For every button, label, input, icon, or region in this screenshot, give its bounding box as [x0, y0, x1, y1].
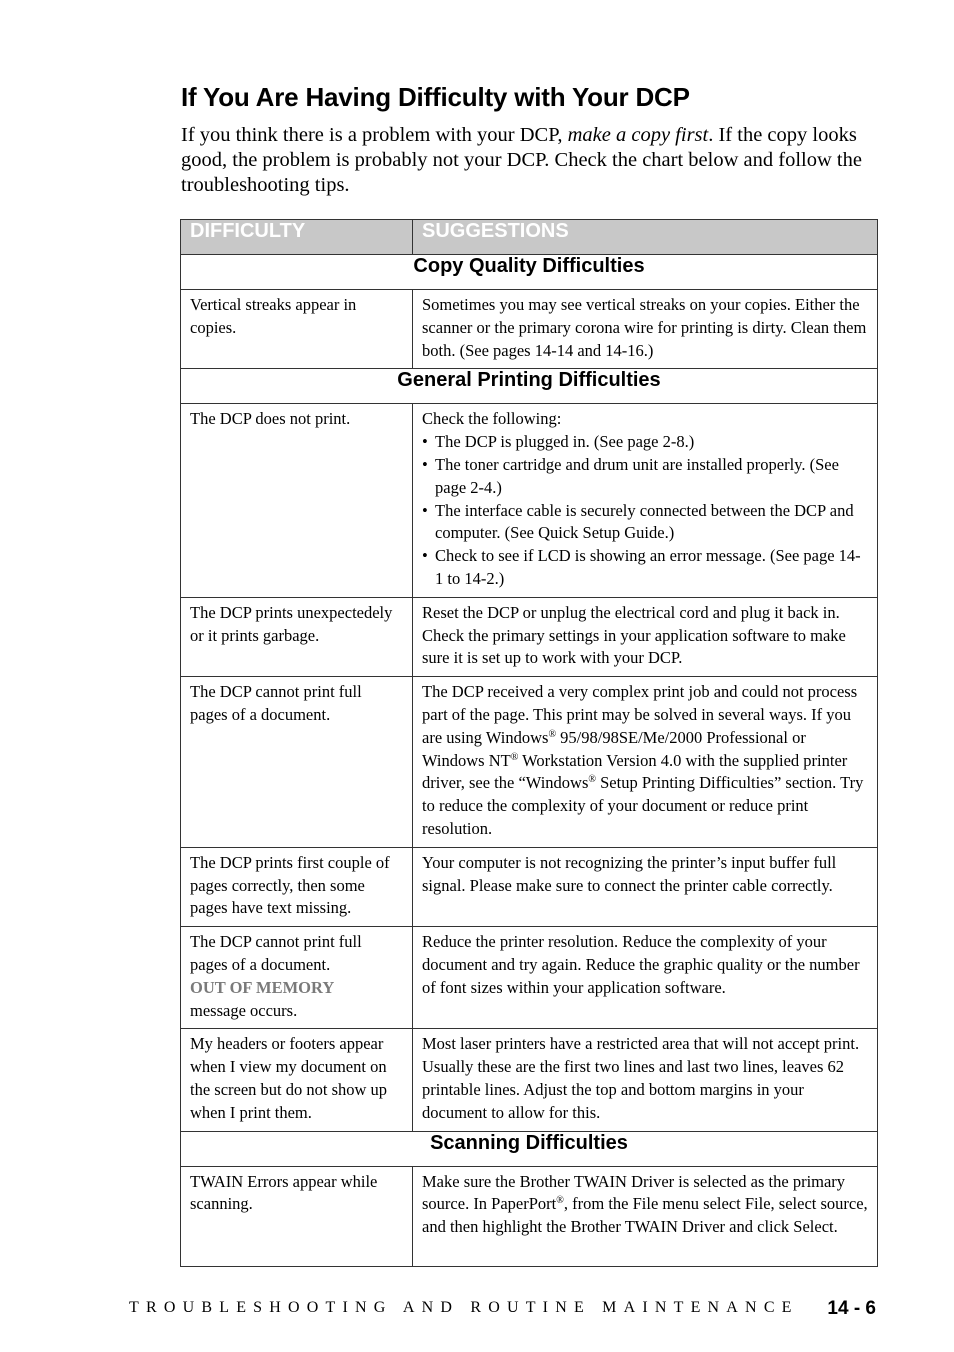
table-row [181, 1166, 878, 1266]
section-copy-quality: Copy Quality Difficulties [181, 255, 878, 290]
list-item: • The interface cable is securely connected between the DCP and computer. (See Quick Setup Guide.) [422, 500, 868, 546]
registered-mark: ® [548, 728, 557, 740]
difficulty-cell: The DCP prints unexpectedely or it prints garbage. [181, 597, 413, 676]
list-item: • Check to see if LCD is showing an error message. (See page 14-1 to 14-2.) [422, 545, 868, 591]
page-number: 14 - 6 [827, 1298, 876, 1319]
table-row [181, 1029, 878, 1131]
section-row [181, 1131, 878, 1166]
table-row [181, 597, 878, 676]
difficulty-cell: The DCP cannot print full pages of a document. [181, 677, 413, 848]
suggestion-text: 95/98/98SE/Me/2000 Professional or Windows NT [422, 727, 806, 770]
suggestion-cell: Sometimes you may see vertical streaks on your copies. Either the scanner or the primary corona wire for printing is dirty. Clean them both. (See pages 14-14 and 14-16.) [413, 290, 878, 369]
troubleshooting-table [180, 219, 878, 1267]
page-footer [0, 1298, 954, 1324]
section-general-printing: General Printing Difficulties [181, 369, 878, 404]
suggestion-text: Make sure the Brother TWAIN Driver is selected as the primary source. In PaperPort [422, 1171, 846, 1214]
error-message-label: OUT OF MEMORY [190, 977, 335, 997]
suggestion-cell: Reset the DCP or unplug the electrical cord and plug it back in. Check the primary settings in your application software to make sure it is set up to work with your DCP. [413, 597, 878, 676]
list-item: • The toner cartridge and drum unit are installed properly. (See page 2-4.) [422, 454, 868, 500]
suggestion-cell [413, 1166, 878, 1266]
suggestion-cell: Most laser printers have a restricted area that will not accept print. Usually these are the first two lines and last two lines, leaves 62 printable lines. Adjust the top and bottom margins in your document to allow for this. [413, 1029, 878, 1131]
table-row [181, 290, 878, 369]
suggestion-text: Setup Printing Difficulties” section. Try to reduce the complexity of your document or reduce print resolution. [422, 773, 864, 838]
table-row [181, 677, 878, 848]
intro-paragraph [181, 123, 881, 198]
table-row [181, 927, 878, 1029]
registered-mark: ® [556, 1195, 564, 1207]
intro-emphasis: make a copy first [567, 124, 709, 146]
difficulty-cell: The DCP prints first couple of pages correctly, then some pages have text missing. [181, 847, 413, 926]
difficulty-text: The DCP cannot print full pages of a document. [190, 932, 362, 974]
intro-text-start: If you think there is a problem with your DCP, [181, 124, 568, 146]
suggestion-text: Workstation Version 4.0 with the supplied printer driver, see the “Windows [422, 750, 848, 793]
suggestion-text: , from the File menu select File, select source, and then highlight the Brother TWAIN Driver and click Select. [422, 1194, 868, 1237]
table-row [181, 404, 878, 597]
registered-mark: ® [510, 751, 519, 763]
difficulty-cell: The DCP does not print. [181, 404, 413, 597]
suggestion-cell [413, 677, 878, 848]
suggestion-text: The DCP received a very complex print job and could not process part of the page. This print may be solved in several ways. If you are using Windows [422, 682, 858, 747]
section-row [181, 255, 878, 290]
section-scanning: Scanning Difficulties [181, 1131, 878, 1166]
section-row [181, 369, 878, 404]
difficulty-text: message occurs. [190, 1000, 298, 1020]
suggestion-cell: Your computer is not recognizing the printer’s input buffer full signal. Please make sure to connect the printer cable correctly. [413, 847, 878, 926]
difficulty-cell: TWAIN Errors appear while scanning. [181, 1166, 413, 1266]
header-suggestions: SUGGESTIONS [413, 220, 878, 255]
registered-mark: ® [588, 774, 596, 786]
table-row [181, 847, 878, 926]
table-header-row [181, 220, 878, 255]
footer-section-title: TROUBLESHOOTING AND ROUTINE MAINTENANCE [129, 1299, 799, 1316]
page-title: If You Are Having Difficulty with Your DCP [181, 82, 690, 112]
difficulty-cell: My headers or footers appear when I view my document on the screen but do not show up when I print them. [181, 1029, 413, 1131]
header-difficulty: DIFFICULTY [181, 220, 413, 255]
intro-text-end: . If the copy looks good, the problem is probably not your DCP. Check the chart below and follow the troubleshooting tips. [181, 124, 862, 196]
suggestion-cell: Reduce the printer resolution. Reduce the complexity of your document and try again. Reduce the graphic quality or the number of font sizes within your application software. [413, 927, 878, 1029]
list-item: • The DCP is plugged in. (See page 2-8.) [422, 431, 868, 454]
checklist-lead: Check the following: [422, 409, 562, 429]
checklist [422, 431, 868, 591]
suggestion-cell [413, 404, 878, 597]
difficulty-cell: Vertical streaks appear in copies. [181, 290, 413, 369]
difficulty-cell [181, 927, 413, 1029]
